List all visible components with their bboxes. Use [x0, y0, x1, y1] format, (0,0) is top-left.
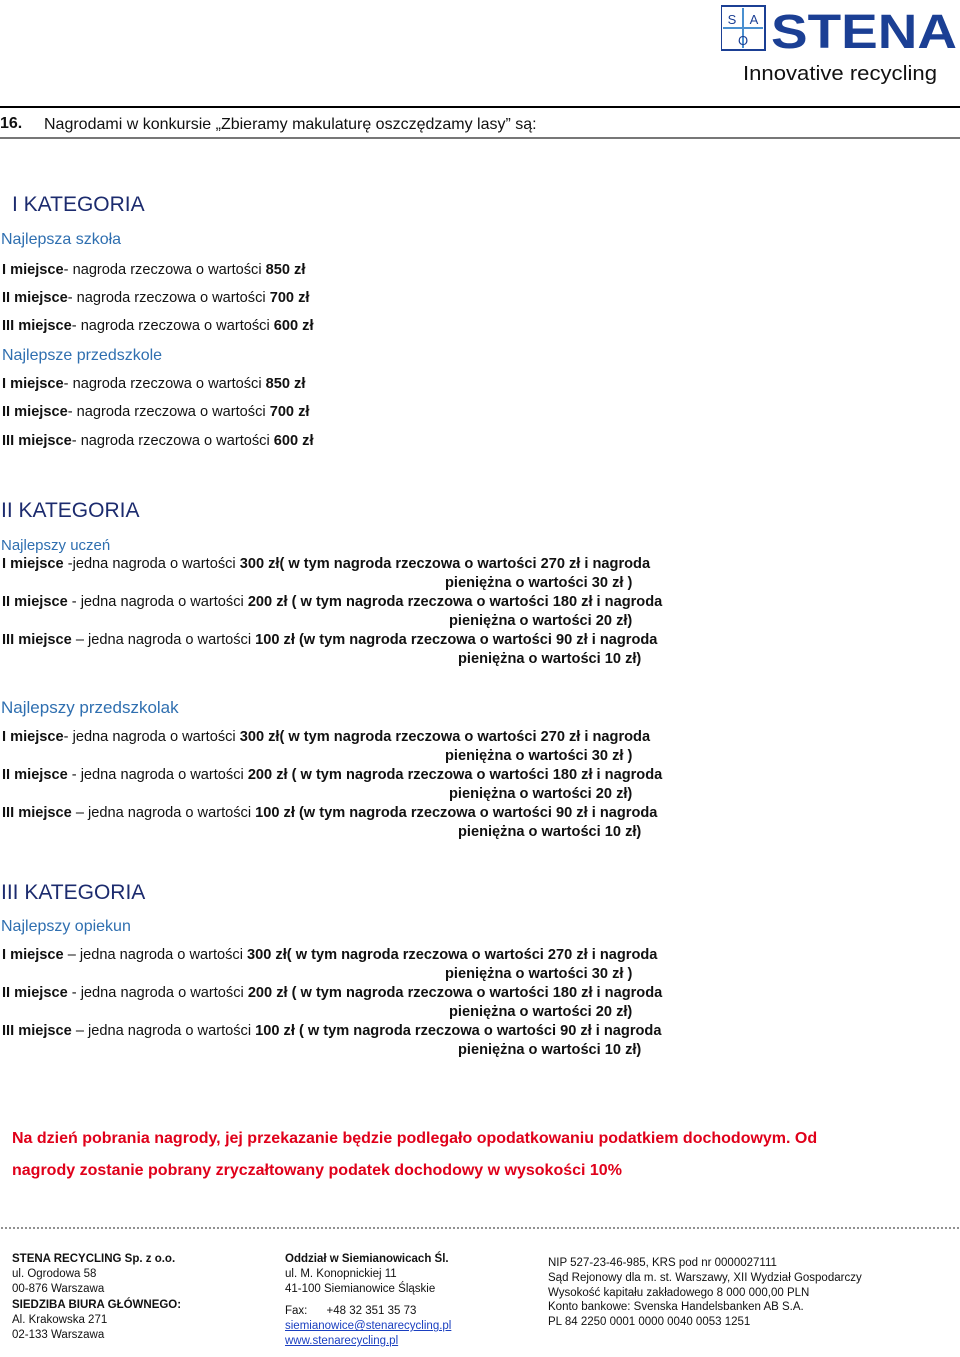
student-row-1-cont: pieniężna o wartości 30 zł )	[445, 575, 633, 591]
footer-divider	[0, 1226, 960, 1230]
kid-row-3-cont: pieniężna o wartości 10 zł)	[458, 824, 642, 840]
student-row-3: III miejsce – jedna nagroda o wartości 100 zł (w tym nagroda rzeczowa o wartości 90 zł i nagroda	[2, 632, 658, 648]
tax-notice-line-2: nagrody zostanie pobrany zryczałtowany podatek dochodowy w wysokości 10%	[12, 1162, 622, 1179]
logo-letter-o: O	[737, 33, 749, 48]
footer-bank: Konto bankowe: Svenska Handelsbanken AB S.A.	[548, 1301, 804, 1314]
stena-logo	[721, 4, 958, 88]
kid-row-3: III miejsce – jedna nagroda o wartości 100 zł (w tym nagroda rzeczowa o wartości 90 zł i nagroda	[2, 805, 658, 821]
footer-hq-street: Al. Krakowska 271	[12, 1314, 108, 1327]
footer-email-link[interactable]: siemianowice@stenarecycling.pl	[285, 1320, 452, 1333]
category-3-heading: III KATEGORIA	[1, 881, 146, 904]
footer-court: Sąd Rejonowy dla m. st. Warszawy, XII Wydział Gospodarczy	[548, 1271, 862, 1284]
student-row-2-cont: pieniężna o wartości 20 zł)	[449, 613, 633, 629]
kid-row-1-cont: pieniężna o wartości 30 zł )	[445, 748, 633, 764]
preschool-row-2: II miejsce- nagroda rzeczowa o wartości 700 zł	[2, 404, 310, 420]
student-row-1: I miejsce -jedna nagroda o wartości 300 zł( w tym nagroda rzeczowa o wartości 270 zł i nagroda	[2, 556, 651, 572]
category-2-heading: II KATEGORIA	[1, 499, 140, 522]
footer-company-city: 00-876 Warszawa	[12, 1282, 105, 1295]
footer-company-name: STENA RECYCLING Sp. z o.o.	[12, 1253, 176, 1265]
logo-brand: STENA	[771, 6, 957, 59]
footer-fax: Fax: +48 32 351 35 73	[285, 1305, 417, 1318]
footer-col-branch	[285, 1252, 451, 1349]
guardian-row-1-cont: pieniężna o wartości 30 zł )	[445, 966, 633, 982]
guardian-row-2-cont: pieniężna o wartości 20 zł)	[449, 1004, 633, 1020]
logo-letter-a: A	[749, 12, 759, 27]
footer-company-street: ul. Ogrodowa 58	[12, 1267, 97, 1280]
preschool-row-1: I miejsce- nagroda rzeczowa o wartości 850 zł	[2, 376, 306, 392]
school-row-2: II miejsce- nagroda rzeczowa o wartości 700 zł	[2, 290, 310, 306]
header-rule-bottom	[0, 137, 960, 139]
footer-branch-name: Oddział w Siemianowicach Śl.	[285, 1253, 449, 1265]
footer-nip: NIP 527-23-46-985, KRS pod nr 0000027111	[548, 1257, 777, 1269]
best-school-title: Najlepsza szkoła	[1, 231, 122, 248]
footer-branch-city: 41-100 Siemianowice Śląskie	[285, 1282, 436, 1295]
tax-notice-line-1: Na dzień pobrania nagrody, jej przekazanie będzie podlegało opodatkowaniu podatkiem dochodowym. Od	[12, 1130, 818, 1147]
footer-hq-city: 02-133 Warszawa	[12, 1328, 105, 1341]
category-1-heading: I KATEGORIA	[12, 193, 145, 216]
best-guardian-title: Najlepszy opiekun	[1, 918, 131, 935]
student-row-2: II miejsce - jedna nagroda o wartości 200 zł ( w tym nagroda rzeczowa o wartości 180 zł i nagroda	[2, 594, 663, 610]
footer-capital: Wysokość kapitału zakładowego 8 000 000,00 PLN	[548, 1286, 810, 1299]
footer-hq-label: SIEDZIBA BIURA GŁÓWNEGO:	[12, 1299, 182, 1312]
best-kid-title: Najlepszy przedszkolak	[1, 698, 179, 717]
section-title: Nagrodami w konkursie „Zbieramy makulaturę oszczędzamy lasy” są:	[44, 116, 537, 133]
school-row-3: III miejsce- nagroda rzeczowa o wartości 600 zł	[2, 318, 314, 334]
school-row-1: I miejsce- nagroda rzeczowa o wartości 850 zł	[2, 262, 306, 278]
footer-account: PL 84 2250 0001 0000 0040 0053 1251	[548, 1316, 751, 1329]
footer-col-legal	[548, 1256, 862, 1330]
kid-row-2-cont: pieniężna o wartości 20 zł)	[449, 786, 633, 802]
student-row-3-cont: pieniężna o wartości 10 zł)	[458, 651, 642, 667]
guardian-row-3-cont: pieniężna o wartości 10 zł)	[458, 1042, 642, 1058]
footer-branch-street: ul. M. Konopnickiej 11	[285, 1267, 397, 1280]
footer-col-company	[12, 1252, 181, 1343]
logo-tagline: Innovative recycling	[743, 63, 937, 85]
preschool-row-3: III miejsce- nagroda rzeczowa o wartości 600 zł	[2, 433, 314, 449]
best-student-title: Najlepszy uczeń	[1, 537, 111, 554]
header-rule-top	[0, 106, 960, 108]
footer-web-link[interactable]: www.stenarecycling.pl	[285, 1334, 399, 1347]
kid-row-1: I miejsce- jedna nagroda o wartości 300 zł( w tym nagroda rzeczowa o wartości 270 zł i nagroda	[2, 729, 651, 745]
guardian-row-1: I miejsce – jedna nagroda o wartości 300 zł( w tym nagroda rzeczowa o wartości 270 zł i nagroda	[2, 947, 658, 963]
guardian-row-3: III miejsce – jedna nagroda o wartości 100 zł ( w tym nagroda rzeczowa o wartości 90 zł i nagroda	[2, 1023, 662, 1039]
logo-letter-s: S	[727, 12, 737, 27]
guardian-row-2: II miejsce - jedna nagroda o wartości 200 zł ( w tym nagroda rzeczowa o wartości 180 zł i nagroda	[2, 985, 663, 1001]
section-number: 16.	[0, 115, 23, 132]
kid-row-2: II miejsce - jedna nagroda o wartości 200 zł ( w tym nagroda rzeczowa o wartości 180 zł i nagroda	[2, 767, 663, 783]
best-preschool-title: Najlepsze przedszkole	[2, 347, 163, 364]
